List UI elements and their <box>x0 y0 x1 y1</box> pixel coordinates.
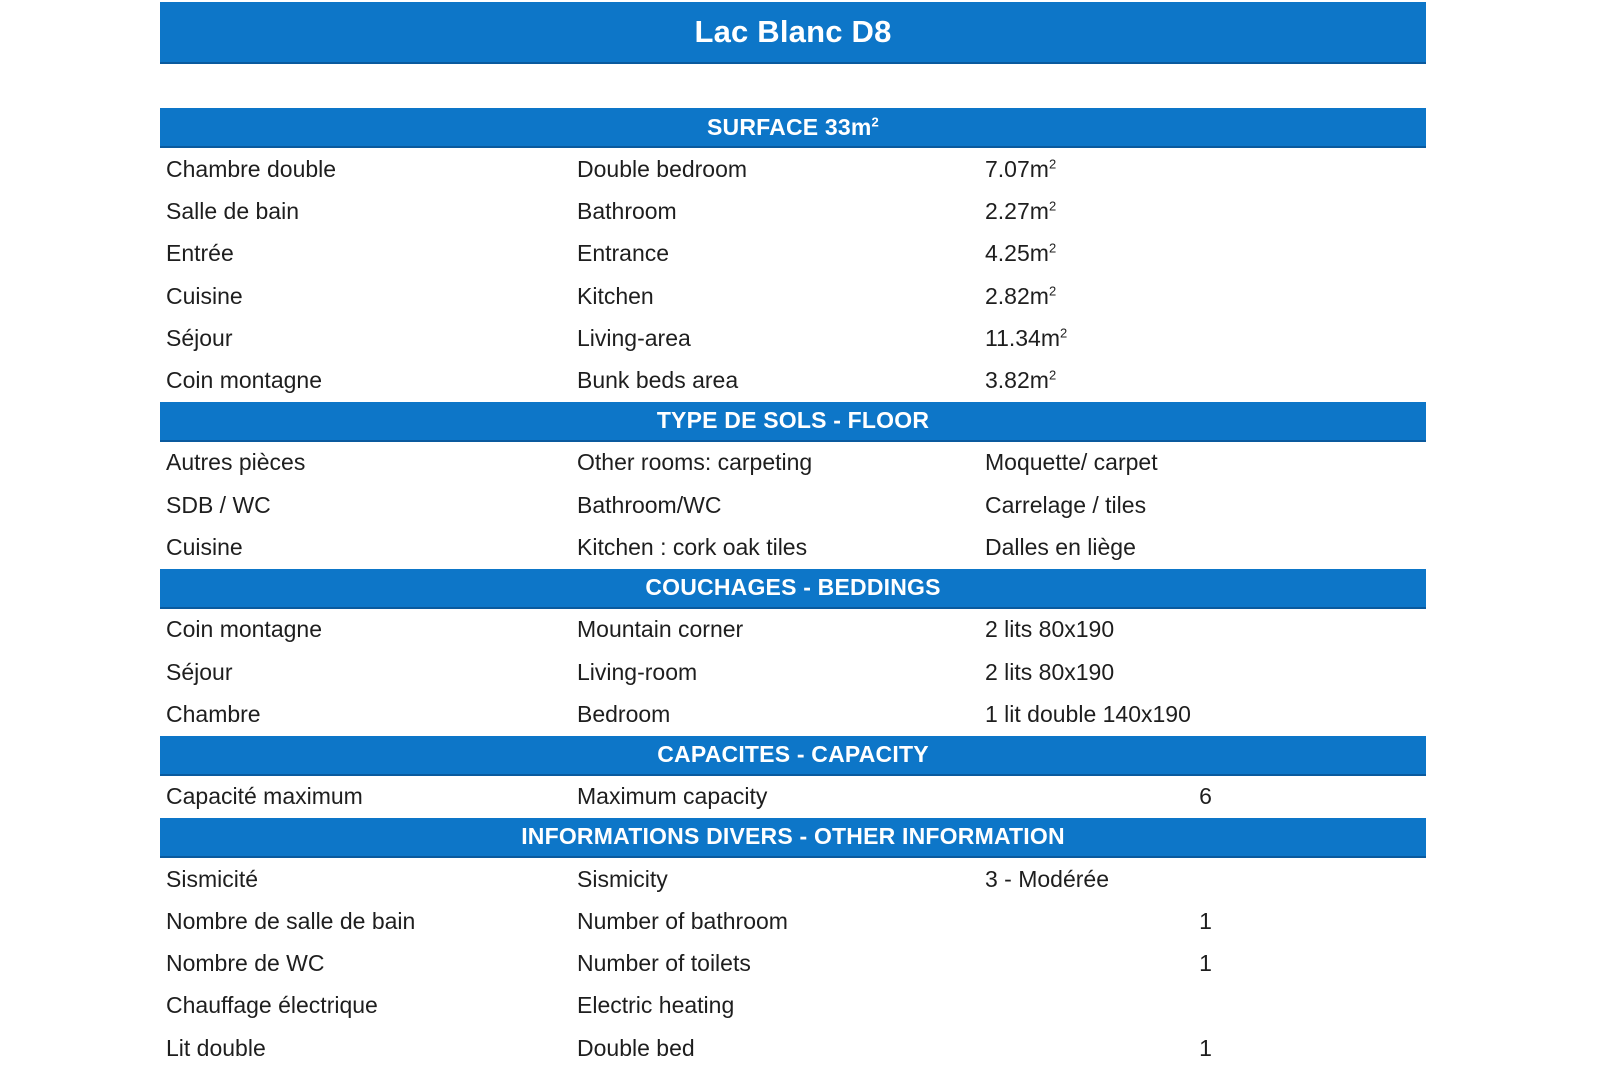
cell-label-en: Bathroom/WC <box>577 491 722 518</box>
cell-value: $2.27m^2$ <box>985 197 1057 224</box>
section-title: COUCHAGES - BEDDINGS <box>645 574 941 601</box>
section-title: SURFACE $33m^2$ <box>707 113 879 140</box>
cell-value: 3 - Modérée <box>985 865 1110 892</box>
cell-label-fr: Séjour <box>166 658 233 685</box>
superscript: 2 <box>871 113 879 129</box>
cell-value: Carrelage / tiles <box>985 491 1147 518</box>
cell-label-en: Other rooms: carpeting <box>577 449 813 476</box>
cell-value: $4.25m^2$ <box>985 240 1057 267</box>
cell-value: 1 lit double 140x190 <box>985 700 1191 727</box>
cell-value: 1 <box>1199 907 1212 934</box>
superscript: 2 <box>1048 155 1057 171</box>
spec-row <box>160 609 1426 651</box>
cell-label-fr: Chambre <box>166 700 261 727</box>
superscript: 2 <box>1048 198 1057 214</box>
cell-label-en: Bedroom <box>577 700 671 727</box>
cell-label-en: Sismicity <box>577 865 668 892</box>
section-header-floor <box>160 402 1426 442</box>
cell-label-en: Living-area <box>577 324 691 351</box>
cell-label-en: Maximum capacity <box>577 783 768 810</box>
spec-row <box>160 359 1426 401</box>
cell-label-en: Number of bathroom <box>577 907 788 934</box>
title-gap <box>160 64 1426 108</box>
cell-label-fr: Chauffage électrique <box>166 992 378 1019</box>
spec-table-body <box>160 108 1426 1069</box>
cell-label-fr: Autres pièces <box>166 449 306 476</box>
section-title: CAPACITES - CAPACITY <box>657 741 929 768</box>
section-title: TYPE DE SOLS - FLOOR <box>656 407 930 434</box>
cell-label-fr: Entrée <box>166 240 234 267</box>
cell-label-en: Number of toilets <box>577 950 751 977</box>
cell-value: 2 lits 80x190 <box>985 658 1115 685</box>
spec-row <box>160 275 1426 317</box>
section-title: INFORMATIONS DIVERS - OTHER INFORMATION <box>521 823 1065 850</box>
superscript: 2 <box>1048 240 1057 256</box>
title-bar <box>160 2 1426 64</box>
cell-label-fr: Séjour <box>166 324 233 351</box>
superscript: 2 <box>1048 367 1057 383</box>
section-header-other-information <box>160 818 1426 858</box>
section-header-capacity <box>160 736 1426 776</box>
cell-value: 1 <box>1199 1034 1212 1061</box>
spec-row <box>160 900 1426 942</box>
cell-label-fr: Coin montagne <box>166 367 322 394</box>
section-header-surface <box>160 108 1426 148</box>
cell-label-en: Double bed <box>577 1034 695 1061</box>
cell-label-en: Kitchen <box>577 282 654 309</box>
cell-label-en: Entrance <box>577 240 670 267</box>
spec-row <box>160 148 1426 190</box>
superscript: 2 <box>1048 282 1057 298</box>
section-header-beddings <box>160 569 1426 609</box>
spec-row <box>160 317 1426 359</box>
cell-label-fr: Cuisine <box>166 282 243 309</box>
spec-row <box>160 484 1426 526</box>
cell-label-en: Mountain corner <box>577 616 744 643</box>
cell-label-en: Bunk beds area <box>577 367 739 394</box>
spec-row <box>160 942 1426 984</box>
cell-value: $7.07m^2$ <box>985 155 1057 182</box>
cell-value: Moquette/ carpet <box>985 449 1158 476</box>
spec-row <box>160 858 1426 900</box>
cell-label-fr: Chambre double <box>166 155 337 182</box>
spec-row <box>160 776 1426 818</box>
cell-label-fr: Salle de bain <box>166 197 299 224</box>
cell-value: $2.82m^2$ <box>985 282 1057 309</box>
spec-row <box>160 985 1426 1027</box>
cell-label-en: Bathroom <box>577 197 677 224</box>
cell-label-en: Double bedroom <box>577 155 748 182</box>
cell-label-en: Electric heating <box>577 992 735 1019</box>
cell-label-fr: Coin montagne <box>166 616 322 643</box>
spec-row <box>160 1027 1426 1069</box>
spec-row <box>160 190 1426 232</box>
cell-value: 2 lits 80x190 <box>985 616 1115 643</box>
cell-value: 6 <box>1199 783 1212 810</box>
spec-row <box>160 693 1426 735</box>
cell-label-en: Living-room <box>577 658 698 685</box>
spec-row <box>160 233 1426 275</box>
spec-row <box>160 526 1426 568</box>
cell-label-fr: Lit double <box>166 1034 266 1061</box>
cell-value: $11.34m^2$ <box>985 324 1068 351</box>
cell-label-fr: Capacité maximum <box>166 783 363 810</box>
spec-row <box>160 442 1426 484</box>
superscript: 2 <box>1060 325 1068 341</box>
cell-value: 1 <box>1199 950 1212 977</box>
cell-label-fr: Cuisine <box>166 534 243 561</box>
spec-sheet <box>160 0 1426 1069</box>
cell-label-fr: Nombre de salle de bain <box>166 907 416 934</box>
page-title: Lac Blanc D8 <box>694 14 892 49</box>
cell-label-fr: Sismicité <box>166 865 259 892</box>
cell-label-fr: Nombre de WC <box>166 950 325 977</box>
cell-value: $3.82m^2$ <box>985 367 1057 394</box>
cell-label-en: Kitchen : cork oak tiles <box>577 534 808 561</box>
cell-value: Dalles en liège <box>985 534 1136 561</box>
spec-row <box>160 651 1426 693</box>
cell-label-fr: SDB / WC <box>166 491 271 518</box>
